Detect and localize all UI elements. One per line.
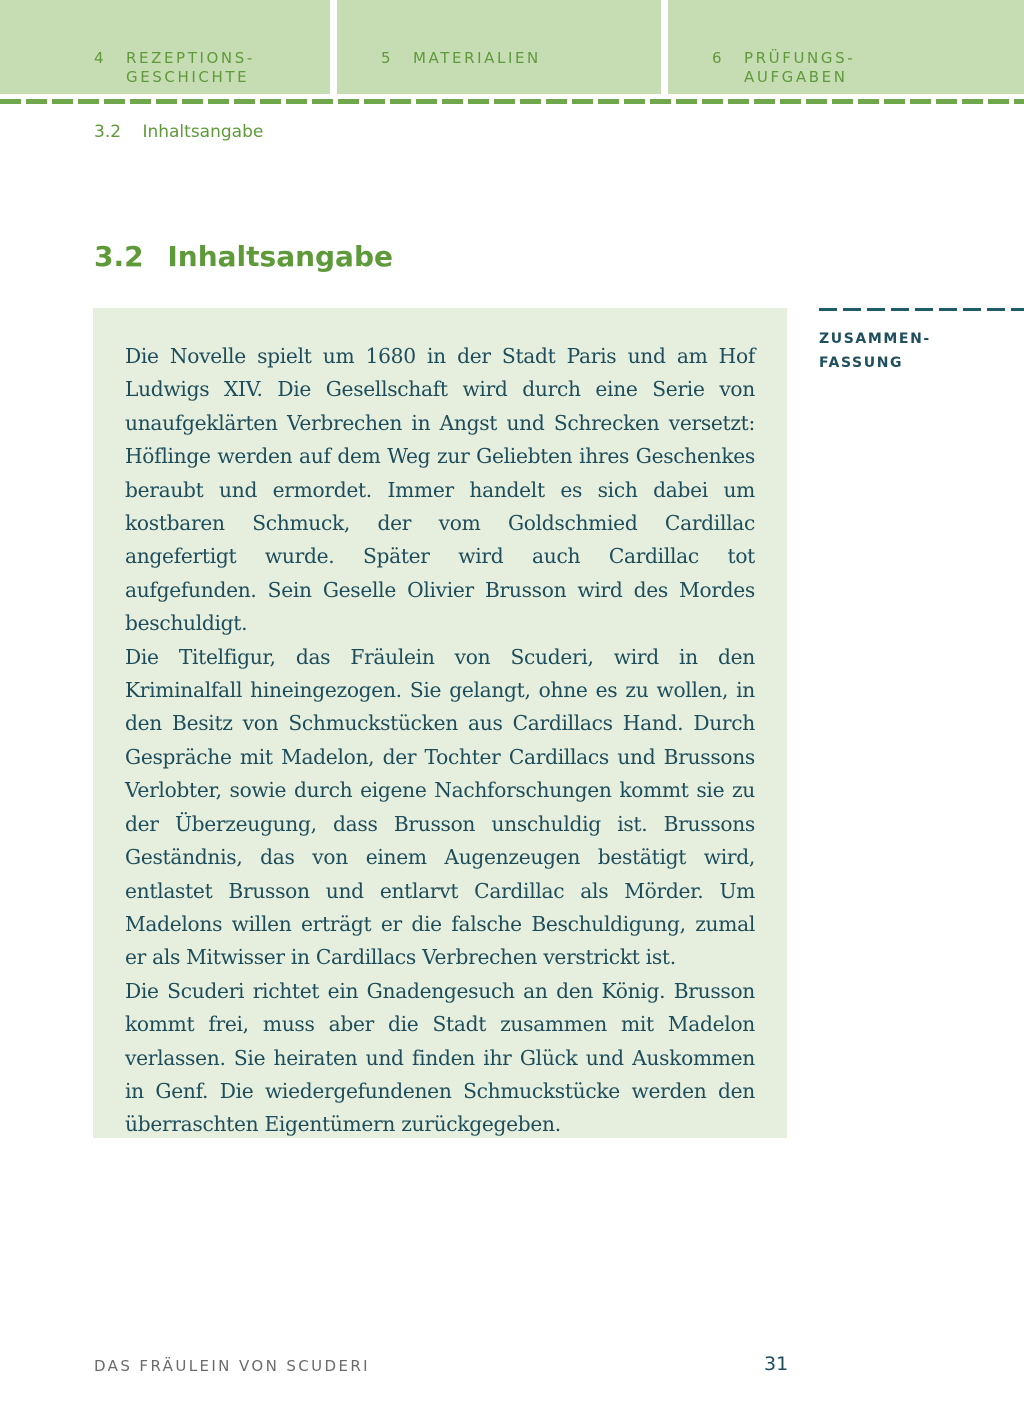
tab-number: 6 [712, 49, 725, 67]
section-heading [94, 240, 393, 273]
tab-label: PRÜFUNGS- AUFGABEN [744, 49, 856, 86]
running-head-title: Inhaltsangabe [142, 122, 264, 142]
margin-divider [819, 308, 1024, 311]
running-head [94, 122, 263, 142]
tab-rezeptionsgeschichte[interactable] [0, 0, 330, 94]
section-title: Inhaltsangabe [167, 240, 393, 273]
summary-paragraph: Die Titelfigur, das Fräulein von Scuderi, wird in den Kriminalfall hineingezogen. Sie gelangt, ohne es zu wollen, in den Besitz von Schmuckstücken aus Cardillacs Hand. Durch Gespräche mit Madelon, der Tochter Cardillacs und Brussons Verlobter, sowie durch eigene Nachforschungen kommt sie zu der Überzeugung, dass Brusson unschuldig ist. Brussons Geständnis, das von einem Augenzeugen bestätigt wird, entlastet Brusson und entlarvt Cardillac als Mörder. Um Madelons willen erträgt er die falsche Beschuldigung, zumal er als Mitwisser in Cardillacs Verbrechen verstrickt ist. [125, 644, 755, 970]
tab-label: REZEPTIONS- GESCHICHTE [126, 49, 255, 86]
margin-note: ZUSAMMEN- FASSUNG [819, 331, 931, 371]
tab-number: 5 [381, 49, 394, 67]
tab-pruefungsaufgaben[interactable] [668, 0, 1024, 94]
tab-materialien[interactable] [337, 0, 661, 94]
chapter-tabs [0, 0, 1024, 96]
running-head-section: 3.2 [94, 122, 122, 142]
summary-paragraph: Die Novelle spielt um 1680 in der Stadt Paris und am Hof Ludwigs XIV. Die Gesellschaft wird durch eine Serie von unaufgeklärten Verbrechen in Angst und Schrecken versetzt: Höflinge werden auf dem Weg zur Geliebten ihres Geschenkes beraubt und ermordet. Immer handelt es sich dabei um kostbaren Schmuck, der vom Goldschmied Cardillac angefertigt wurde. Später wird auch Cardillac tot aufgefunden. Sein Geselle Olivier Brusson wird des Mordes beschuldigt. [125, 344, 755, 636]
tab-number: 4 [94, 49, 107, 67]
summary-text [125, 340, 755, 1142]
summary-paragraph: Die Scuderi richtet ein Gnadengesuch an den König. Brusson kommt frei, muss aber die Stadt zusammen mit Madelon verlassen. Sie heiraten und finden ihr Glück und Auskommen in Genf. Die wiedergefundenen Schmuckstücke werden den überraschten Eigentümern zurückgegeben. [125, 978, 755, 1137]
summary-box [93, 308, 787, 1138]
tab-label: MATERIALIEN [413, 49, 541, 67]
footer-book-title: DAS FRÄULEIN VON SCUDERI [94, 1357, 371, 1375]
header-divider [0, 99, 1024, 104]
section-number: 3.2 [94, 240, 144, 273]
page-number: 31 [764, 1353, 789, 1375]
